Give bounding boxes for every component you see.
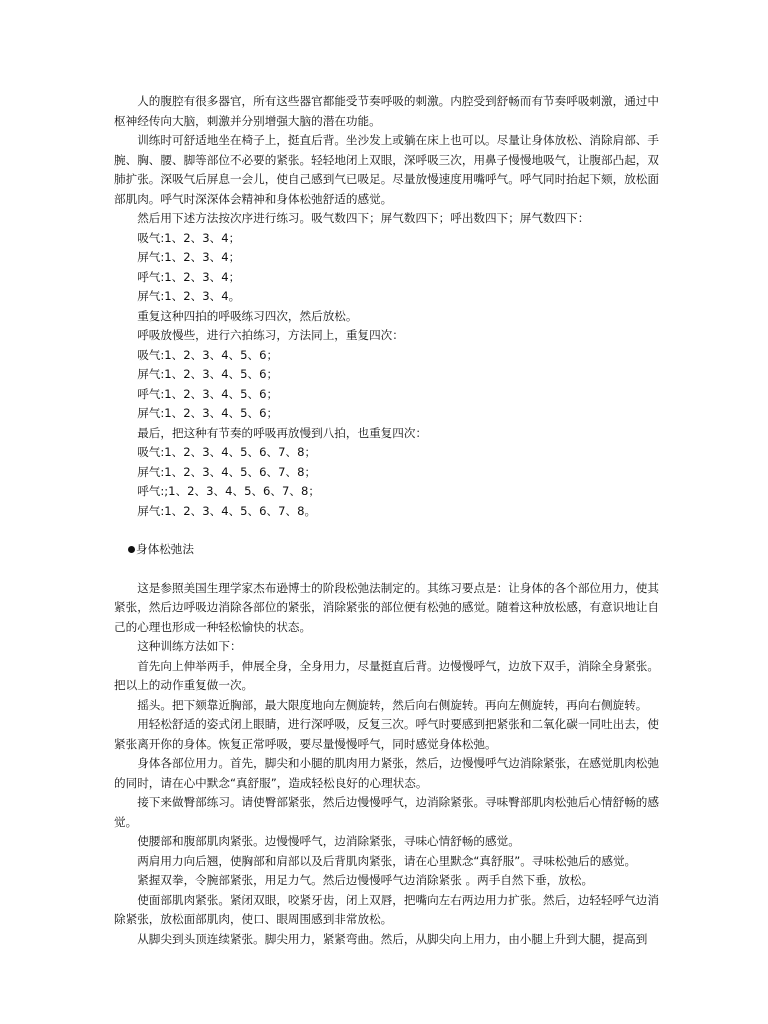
paragraph: 最后，把这种有节奏的呼吸再放慢到八拍，也重复四次：: [137, 425, 428, 440]
paragraph: 身体各部位用力。首先，脚尖和小腿的肌肉用力紧张，然后，边慢慢呼气边消除紧张，在感觉肌肉松弛的同时，请在心中默念“真舒服”，造成轻松良好的心理状态。: [114, 756, 659, 790]
paragraph: 从脚尖到头顶连续紧张。脚尖用力，紧紧弯曲。然后，从脚尖向上用力，由小腿上升到大腿，提高到: [137, 931, 648, 946]
paragraph: 摇头。把下颏靠近胸部，最大限度地向左侧旋转，然后向右侧旋转。再向左侧旋转，再向右侧旋转。: [137, 697, 648, 712]
section-heading: [114, 540, 659, 560]
section-heading-text: 身体松弛法: [136, 542, 194, 556]
count-line: 屏气:1、2、3、4；: [137, 250, 241, 264]
paragraph: 这种训练方法如下：: [137, 639, 242, 653]
section-body-relaxation: [114, 579, 659, 950]
paragraph: 两肩用力向后翘，使胸部和肩部以及后背肌肉紧张，请在心里默念“真舒服”。寻味松弛后的感觉。: [137, 853, 637, 868]
count-line: 呼气:1、2、3、4；: [137, 269, 241, 284]
count-line: 呼气:1、2、3、4、5、6；: [137, 386, 279, 401]
count-line: 屏气:1、2、3、4、5、6；: [137, 367, 279, 381]
paragraph: 这是参照美国生理学家杰布逊博士的阶段松弛法制定的。其练习要点是：让身体的各个部位用力，使其紧张，然后边呼吸边消除各部位的紧张，消除紧张的部位便有松弛的感觉。随着这种放松感，有意识地让自己的心理也形成一种轻松愉快的状态。: [114, 580, 659, 634]
count-line: 屏气:1、2、3、4、5、6、7、8；: [137, 464, 317, 479]
count-line: 屏气:1、2、3、4。: [137, 289, 241, 303]
paragraph: 紧握双拳，令腕部紧张，用足力气。然后边慢慢呼气边消除紧张 。两手自然下垂，放松。: [137, 873, 594, 887]
count-line: 屏气:1、2、3、4、5、6；: [137, 406, 279, 420]
count-line: 吸气:1、2、3、4；: [137, 230, 241, 245]
paragraph: 接下来做臀部练习。请使臀部紧张，然后边慢慢呼气，边消除紧张。寻味臀部肌肉松弛后心情舒畅的感觉。: [114, 795, 659, 829]
paragraph: 训练时可舒适地坐在椅子上，挺直后背。坐沙发上或躺在床上也可以。尽量让身体放松、消除肩部、手腕、胸、腰、脚等部位不必要的紧张。轻轻地闭上双眼，深呼吸三次，用鼻子慢慢地吸气，让腹部凸起，双肺扩张。深吸气后屏息一会儿，使自己感到气已吸足。尽量放慢速度用嘴呼气。呼气同时抬起下颏，放松面部肌肉。呼气时深深体会精神和身体松弛舒适的感觉。: [114, 133, 659, 206]
paragraph: 重复这种四拍的呼吸练习四次，然后放松。: [137, 308, 358, 323]
paragraph: 人的腹腔有很多器官，所有这些器官都能受节奏呼吸的刺激。内腔受到舒畅而有节奏呼吸刺激，通过中枢神经传向大脑，刺激并分别增强大脑的潜在功能。: [114, 94, 659, 128]
paragraph: 用轻松舒适的姿式闭上眼睛，进行深呼吸，反复三次。呼气时要感到把紧张和二氧化碳一同吐出去，使紧张离开你的身体。恢复正常呼吸，要尽量慢慢呼气，同时感觉身体松弛。: [114, 717, 659, 751]
paragraph: 呼吸放慢些，进行六拍练习，方法同上，重复四次：: [137, 328, 404, 342]
document-page: [114, 92, 659, 949]
count-line: 吸气:1、2、3、4、5、6；: [137, 347, 279, 362]
count-line: 吸气:1、2、3、4、5、6、7、8；: [137, 445, 317, 459]
bullet-icon: [128, 546, 135, 553]
paragraph: 首先向上伸举两手，伸展全身，全身用力，尽量挺直后背。边慢慢呼气，边放下双手，消除全身紧张。把以上的动作重复做一次。: [114, 658, 659, 692]
paragraph: 使腰部和腹部肌肉紧张。边慢慢呼气，边消除紧张，寻味心情舒畅的感觉。: [137, 834, 520, 848]
count-line: 屏气:1、2、3、4、5、6、7、8。: [137, 503, 317, 518]
paragraph: 然后用下述方法按次序进行练习。吸气数四下；屏气数四下；呼出数四下；屏气数四下：: [137, 211, 590, 225]
section-breathing: [114, 92, 659, 521]
paragraph: 使面部肌肉紧张。紧闭双眼，咬紧牙齿，闭上双唇，把嘴向左右两边用力扩张。然后，边轻轻呼气边消除紧张，放松面部肌肉，使口、眼周围感到非常放松。: [114, 892, 659, 926]
count-line: 呼气:;1、2、3、4、5、6、7、8；: [137, 484, 320, 498]
